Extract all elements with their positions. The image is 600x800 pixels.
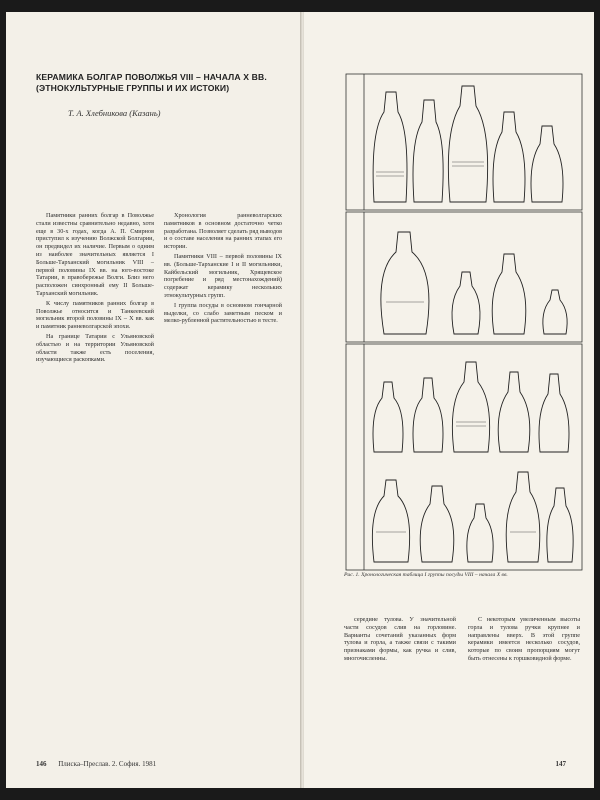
text-column-1 [36, 212, 154, 366]
paragraph: Хронология ранневолгарских памятников в основном достаточно четко разработана. Позволяет сделать ряд выводов и о составе населения на ранних этапах его истории. [164, 212, 282, 251]
paragraph: К числу памятников ранних болгар в Поволжье относится и Танкеевский могильник второй половины IX – X вв. как и памятник ранневолгарской эпохи. [36, 299, 154, 331]
article-author: Т. А. Хлебникова (Казань) [68, 108, 161, 118]
paragraph: Памятники ранних болгар в Поволжье стали известны сравнительно недавно, хотя еще в 30-х годах, когда А. П. Смирнов приступил к изучению Волжской Болгарии, он предвидел их наличие. Первым о одним из наиболее значительных является I Больше-Тарханский могильник VIII – первой половины IX вв. на юго-востоке Татарии, в правобережье Волги. Близ него расположен синхронный ему II Больше-Тарханский могильник. [36, 212, 154, 297]
left-page-number: 146 [36, 760, 47, 768]
book-spread [6, 12, 594, 788]
right-page-number: 147 [555, 760, 566, 768]
left-footer [36, 760, 156, 768]
paragraph: Памятники VIII – первой половины IX вв. (Больше-Тарханские I и II могильники, Кайбельский могильник, Хрящевское погребение и ряд местонахождений) содержат керамику нескольких этнокультурных групп. [164, 252, 282, 299]
paragraph: середине тулова. У значительной части сосудов слив на горловине. Варианты сочетаний указанных форм тулова и горла, а также связи с такими признаками формы, как ручка и слив, многочисленны. [344, 616, 456, 662]
pottery-plate-figure [344, 72, 584, 572]
journal-name: Плиска–Преслав. 2. София. 1981 [58, 760, 157, 768]
paragraph: I группа посуды в основном гончарной выделки, со слабо заметным песком и мелко-рубленной растительностью в тесте. [164, 301, 282, 325]
paragraph: С некоторым увеличенным высоты горла и тулова ручки крупнее и направлены вверх. В этой группе керамики имеется несколько сосудов, которые по своим пропорциям могут быть отнесены к горшковидной форме. [468, 616, 580, 662]
text-column-3 [344, 616, 456, 665]
left-page [6, 12, 302, 788]
paragraph: На границе Татарии с Ульяновской областью и на территории Ульяновской области также есть поселения, изучающиеся раскопками. [36, 332, 154, 364]
right-page [304, 12, 594, 788]
text-column-2 [164, 212, 282, 327]
text-column-4 [468, 616, 580, 665]
article-title: КЕРАМИКА БОЛГАР ПОВОЛЖЬЯ VIII – НАЧАЛА X ВВ. (ЭТНОКУЛЬТУРНЫЕ ГРУППЫ И ИХ ИСТОКИ) [36, 72, 267, 93]
figure-caption: Рис. 1. Хронологическая таблица I группы посуды VIII – начала X вв. [344, 572, 508, 578]
